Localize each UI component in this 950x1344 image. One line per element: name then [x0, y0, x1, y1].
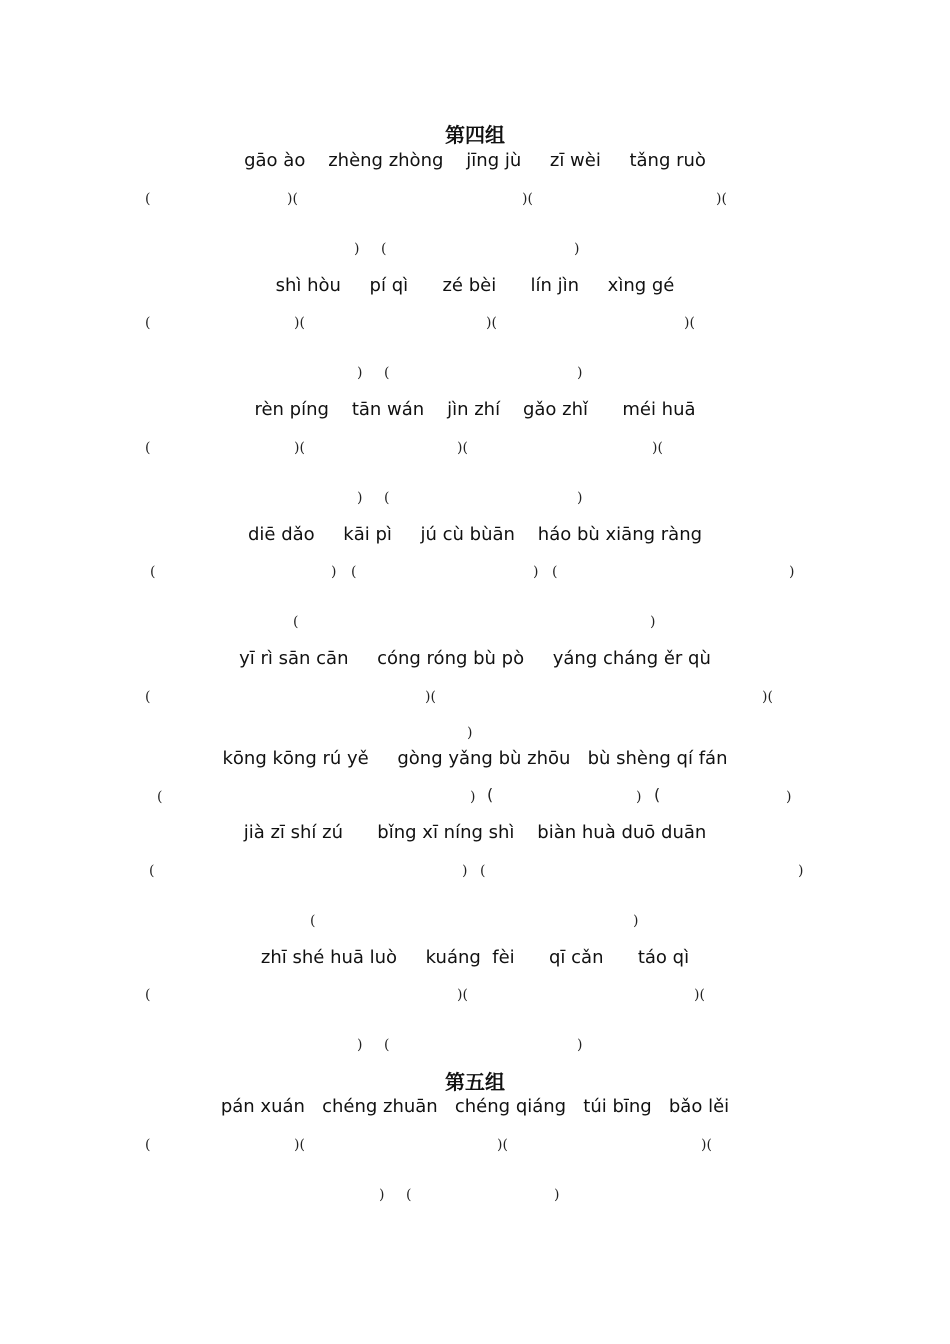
- paren-close-open: )(: [294, 1137, 305, 1153]
- paren-open: (: [149, 863, 155, 879]
- paren-open: (: [384, 490, 390, 506]
- paren-close: ): [379, 1187, 385, 1203]
- pinyin-row-6: kōng kōng rú yě gòng yǎng bù zhōu bù shèng qí fán: [222, 748, 728, 769]
- paren-close-open: )(: [497, 1137, 508, 1153]
- paren-close-open: )(: [652, 440, 663, 456]
- paren-close-open: )(: [294, 440, 305, 456]
- paren-close: ): [554, 1187, 560, 1203]
- paren-open: (: [384, 1037, 390, 1053]
- paren-close: ): [798, 863, 804, 879]
- group-title-5: 第五组: [445, 1070, 505, 1094]
- paren-close-open: )(: [294, 315, 305, 331]
- paren-close: ): [577, 490, 583, 506]
- paren-close: ): [357, 490, 363, 506]
- pinyin-row-7: jià zī shí zú bǐng xī níng shì biàn huà duō duān: [243, 822, 707, 843]
- paren-close: ): [357, 1037, 363, 1053]
- paren-close-open: )(: [716, 191, 727, 207]
- paren-open: (: [406, 1187, 412, 1203]
- paren-open: (: [145, 440, 151, 456]
- paren-open: (: [487, 785, 494, 804]
- paren-close: ): [357, 365, 363, 381]
- paren-open: (: [157, 789, 163, 805]
- paren-close-open: )(: [522, 191, 533, 207]
- paren-open: (: [552, 564, 558, 580]
- paren-open: (: [150, 564, 156, 580]
- paren-open: (: [384, 365, 390, 381]
- paren-close: ): [331, 564, 337, 580]
- pinyin-row-3: rèn píng tān wán jìn zhí gǎo zhǐ méi huā: [254, 399, 696, 420]
- paren-open: (: [480, 863, 486, 879]
- paren-close: ): [577, 1037, 583, 1053]
- paren-open: (: [381, 241, 387, 257]
- paren-open: (: [310, 913, 316, 929]
- paren-close: ): [470, 789, 476, 805]
- paren-close-open: )(: [684, 315, 695, 331]
- paren-open: (: [293, 614, 299, 630]
- paren-close-open: )(: [287, 191, 298, 207]
- paren-open: (: [654, 785, 661, 804]
- paren-close: ): [786, 789, 792, 805]
- paren-close: ): [650, 614, 656, 630]
- pinyin-row-2: shì hòu pí qì zé bèi lín jìn xìng gé: [275, 275, 675, 296]
- group-title-4: 第四组: [445, 123, 505, 147]
- paren-close: ): [574, 241, 580, 257]
- pinyin-row-5: yī rì sān cān cóng róng bù pò yáng cháng ěr qù: [239, 648, 711, 669]
- paren-close: ): [462, 863, 468, 879]
- paren-close-open: )(: [457, 440, 468, 456]
- paren-close: ): [789, 564, 795, 580]
- paren-close: ): [636, 789, 642, 805]
- paren-close: ): [354, 241, 360, 257]
- paren-close-open: )(: [701, 1137, 712, 1153]
- paren-open: (: [145, 987, 151, 1003]
- paren-close: ): [467, 725, 473, 741]
- paren-close: ): [577, 365, 583, 381]
- paren-open: (: [145, 689, 151, 705]
- paren-close-open: )(: [457, 987, 468, 1003]
- pinyin-row-4: diē dǎo kāi pì jú cù bùān háo bù xiāng ràng: [247, 524, 703, 545]
- paren-close-open: )(: [694, 987, 705, 1003]
- pinyin-row-8: zhī shé huā luò kuáng fèi qī cǎn táo qì: [260, 947, 690, 968]
- paren-open: (: [145, 191, 151, 207]
- paren-close: ): [633, 913, 639, 929]
- pinyin-row-9: pán xuán chéng zhuān chéng qiáng túi bīng bǎo lěi: [220, 1096, 730, 1117]
- paren-close-open: )(: [486, 315, 497, 331]
- paren-close-open: )(: [762, 689, 773, 705]
- pinyin-row-1: gāo ào zhèng zhòng jīng jù zī wèi tǎng ruò: [244, 150, 706, 171]
- paren-close: ): [533, 564, 539, 580]
- paren-close-open: )(: [425, 689, 436, 705]
- paren-open: (: [145, 315, 151, 331]
- paren-open: (: [145, 1137, 151, 1153]
- paren-open: (: [351, 564, 357, 580]
